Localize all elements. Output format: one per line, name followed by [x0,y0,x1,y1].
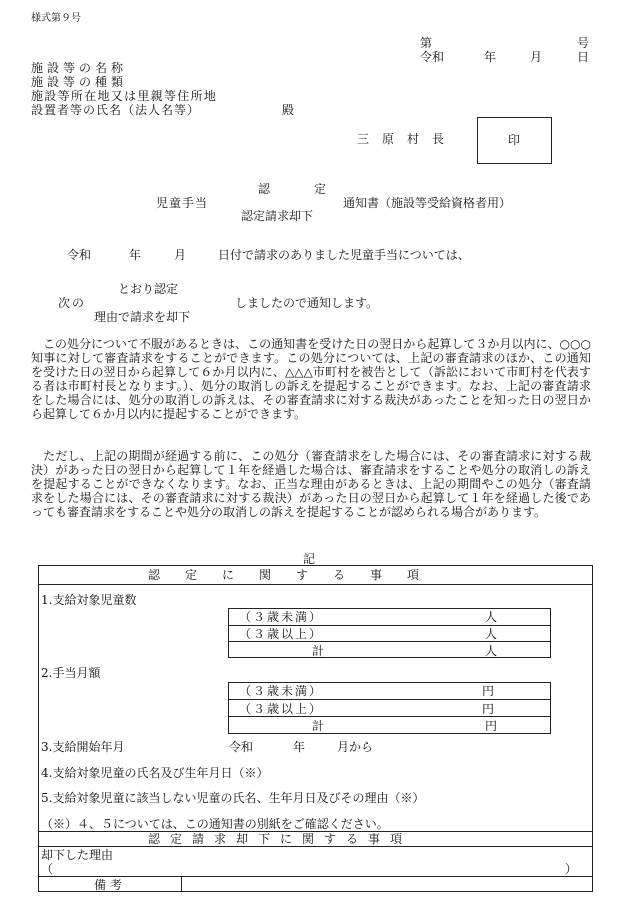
intro-text: 日付で請求のありました児童手当については、 [218,248,470,262]
item2-under3-label: （３歳未満） [239,684,324,698]
kyakka-reason-close-paren: ） [565,862,578,876]
result-upper: とおり認定 [118,282,179,296]
item2-grid-line [228,716,551,717]
intro-era: 令和 [67,248,92,262]
addressee-honorific: 殿 [282,103,295,117]
note-text: （※）４、５については、この通知書の別紙をご確認ください。 [41,817,389,831]
appeal-paragraph-2: ただし、上記の期間が経過する前に、この処分（審査請求をした場合には、その審査請求に対する裁決）があった日の翌日から起算して１年を経過した場合は、審査請求をすることや処分の取消しの訴えを提起することができなくなります。なお、正当な理由があるときは、上記の期間やこの処分（審査請求をした場合には、その審査請求に対する裁決）があった日の翌日から起算して１年を経過した後であっても審査請求をすることや処分の取消しの訴えを提起することが認められる場合があります。 [31,449,591,519]
seal-mark: 印 [508,133,521,147]
title-jidou-teate: 児童手当 [156,196,209,210]
ki-label: 記 [303,552,316,566]
item2-label: 2.手当月額 [41,666,101,680]
title-tsuchisho: 通知書（施設等受給資格者用） [343,196,512,210]
date-day-unit: 日 [577,50,590,64]
form-number: 様式第９号 [31,13,81,24]
kyakka-header-divider [38,846,593,847]
doc-number-prefix: 第 [420,36,433,50]
items-header-divider [38,584,593,585]
item1-over3-label: （３歳以上） [239,627,324,641]
item1-under3-unit: 人 [485,610,498,624]
item1-total-unit: 人 [485,644,498,658]
item1-under3-label: （３歳未満） [239,610,324,624]
date-month-unit: 月 [530,50,543,64]
item3-year: 年 [293,740,306,754]
addressee-facility-name: 施設等の名称 [31,61,128,75]
item2-under3-unit: 円 [482,684,495,698]
kyakka-section-header: 認定請求却下に関する事項 [148,832,413,846]
result-lower: 理由で請求を却下 [94,310,191,324]
doc-number-suffix: 号 [577,36,590,50]
item3-label: 3.支給開始年月 [41,740,125,754]
issuer-name: 三原村長 [357,132,458,146]
item1-grid-line [228,641,551,642]
kyakka-reason-label: 却下した理由 [41,848,114,862]
date-year-unit: 年 [484,50,497,64]
intro-year: 年 [129,248,142,262]
item3-month: 月から [337,740,374,754]
appeal-paragraph-1: この処分について不服があるときは、この通知書を受けた日の翌日から起算して３か月以内に、○○○知事に対して審査請求をすることができます。この処分については、上記の審査請求のほか、この通知を受けた日の翌日から起算して６か月以内に、△△△市町村を被告として（訴訟において市町村を代表する者は市町村長となります。）、処分の取消しの訴えを提起することができます。なお、上記の審査請求をした場合には、処分の取消しの訴えは、その審査請求に対する裁決があったことを知った日の翌日から起算して６か月以内に提起することができます。 [31,337,591,421]
item2-total-unit: 円 [485,719,498,733]
item2-over3-unit: 円 [482,702,495,716]
addressee-founder: 設置者等の氏名（法人名等） [31,103,201,117]
item5-label: 5.支給対象児童に該当しない児童の氏名、生年月日及びその理由（※） [41,791,425,805]
result-left: 次の [58,296,87,310]
title-nintei: 認 定 [258,182,343,196]
remarks-column-divider [181,876,182,892]
remarks-divider [38,876,593,877]
item3-era: 令和 [229,740,254,754]
remarks-label: 備考 [94,878,127,892]
kyakka-reason-open-paren: （ [41,862,54,876]
title-kyakka: 認定請求却下 [241,209,314,223]
date-era: 令和 [420,50,445,64]
item2-total-label: 計 [312,719,325,733]
item4-label: 4.支給対象児童の氏名及び生年月日（※） [41,766,269,780]
addressee-address: 施設等所在地又は里親等住所地 [31,89,218,103]
item1-over3-unit: 人 [485,627,498,641]
item1-grid-line [228,625,551,626]
item2-grid-line [228,699,551,700]
nintei-section-header: 認定に関する事項 [148,568,445,582]
item1-label: 1.支給対象児童数 [41,593,137,607]
addressee-facility-type: 施設等の種類 [31,75,128,89]
result-right: しましたので通知します。 [235,296,379,310]
item1-total-label: 計 [312,644,325,658]
item2-over3-label: （３歳以上） [239,702,324,716]
intro-month: 月 [174,248,187,262]
